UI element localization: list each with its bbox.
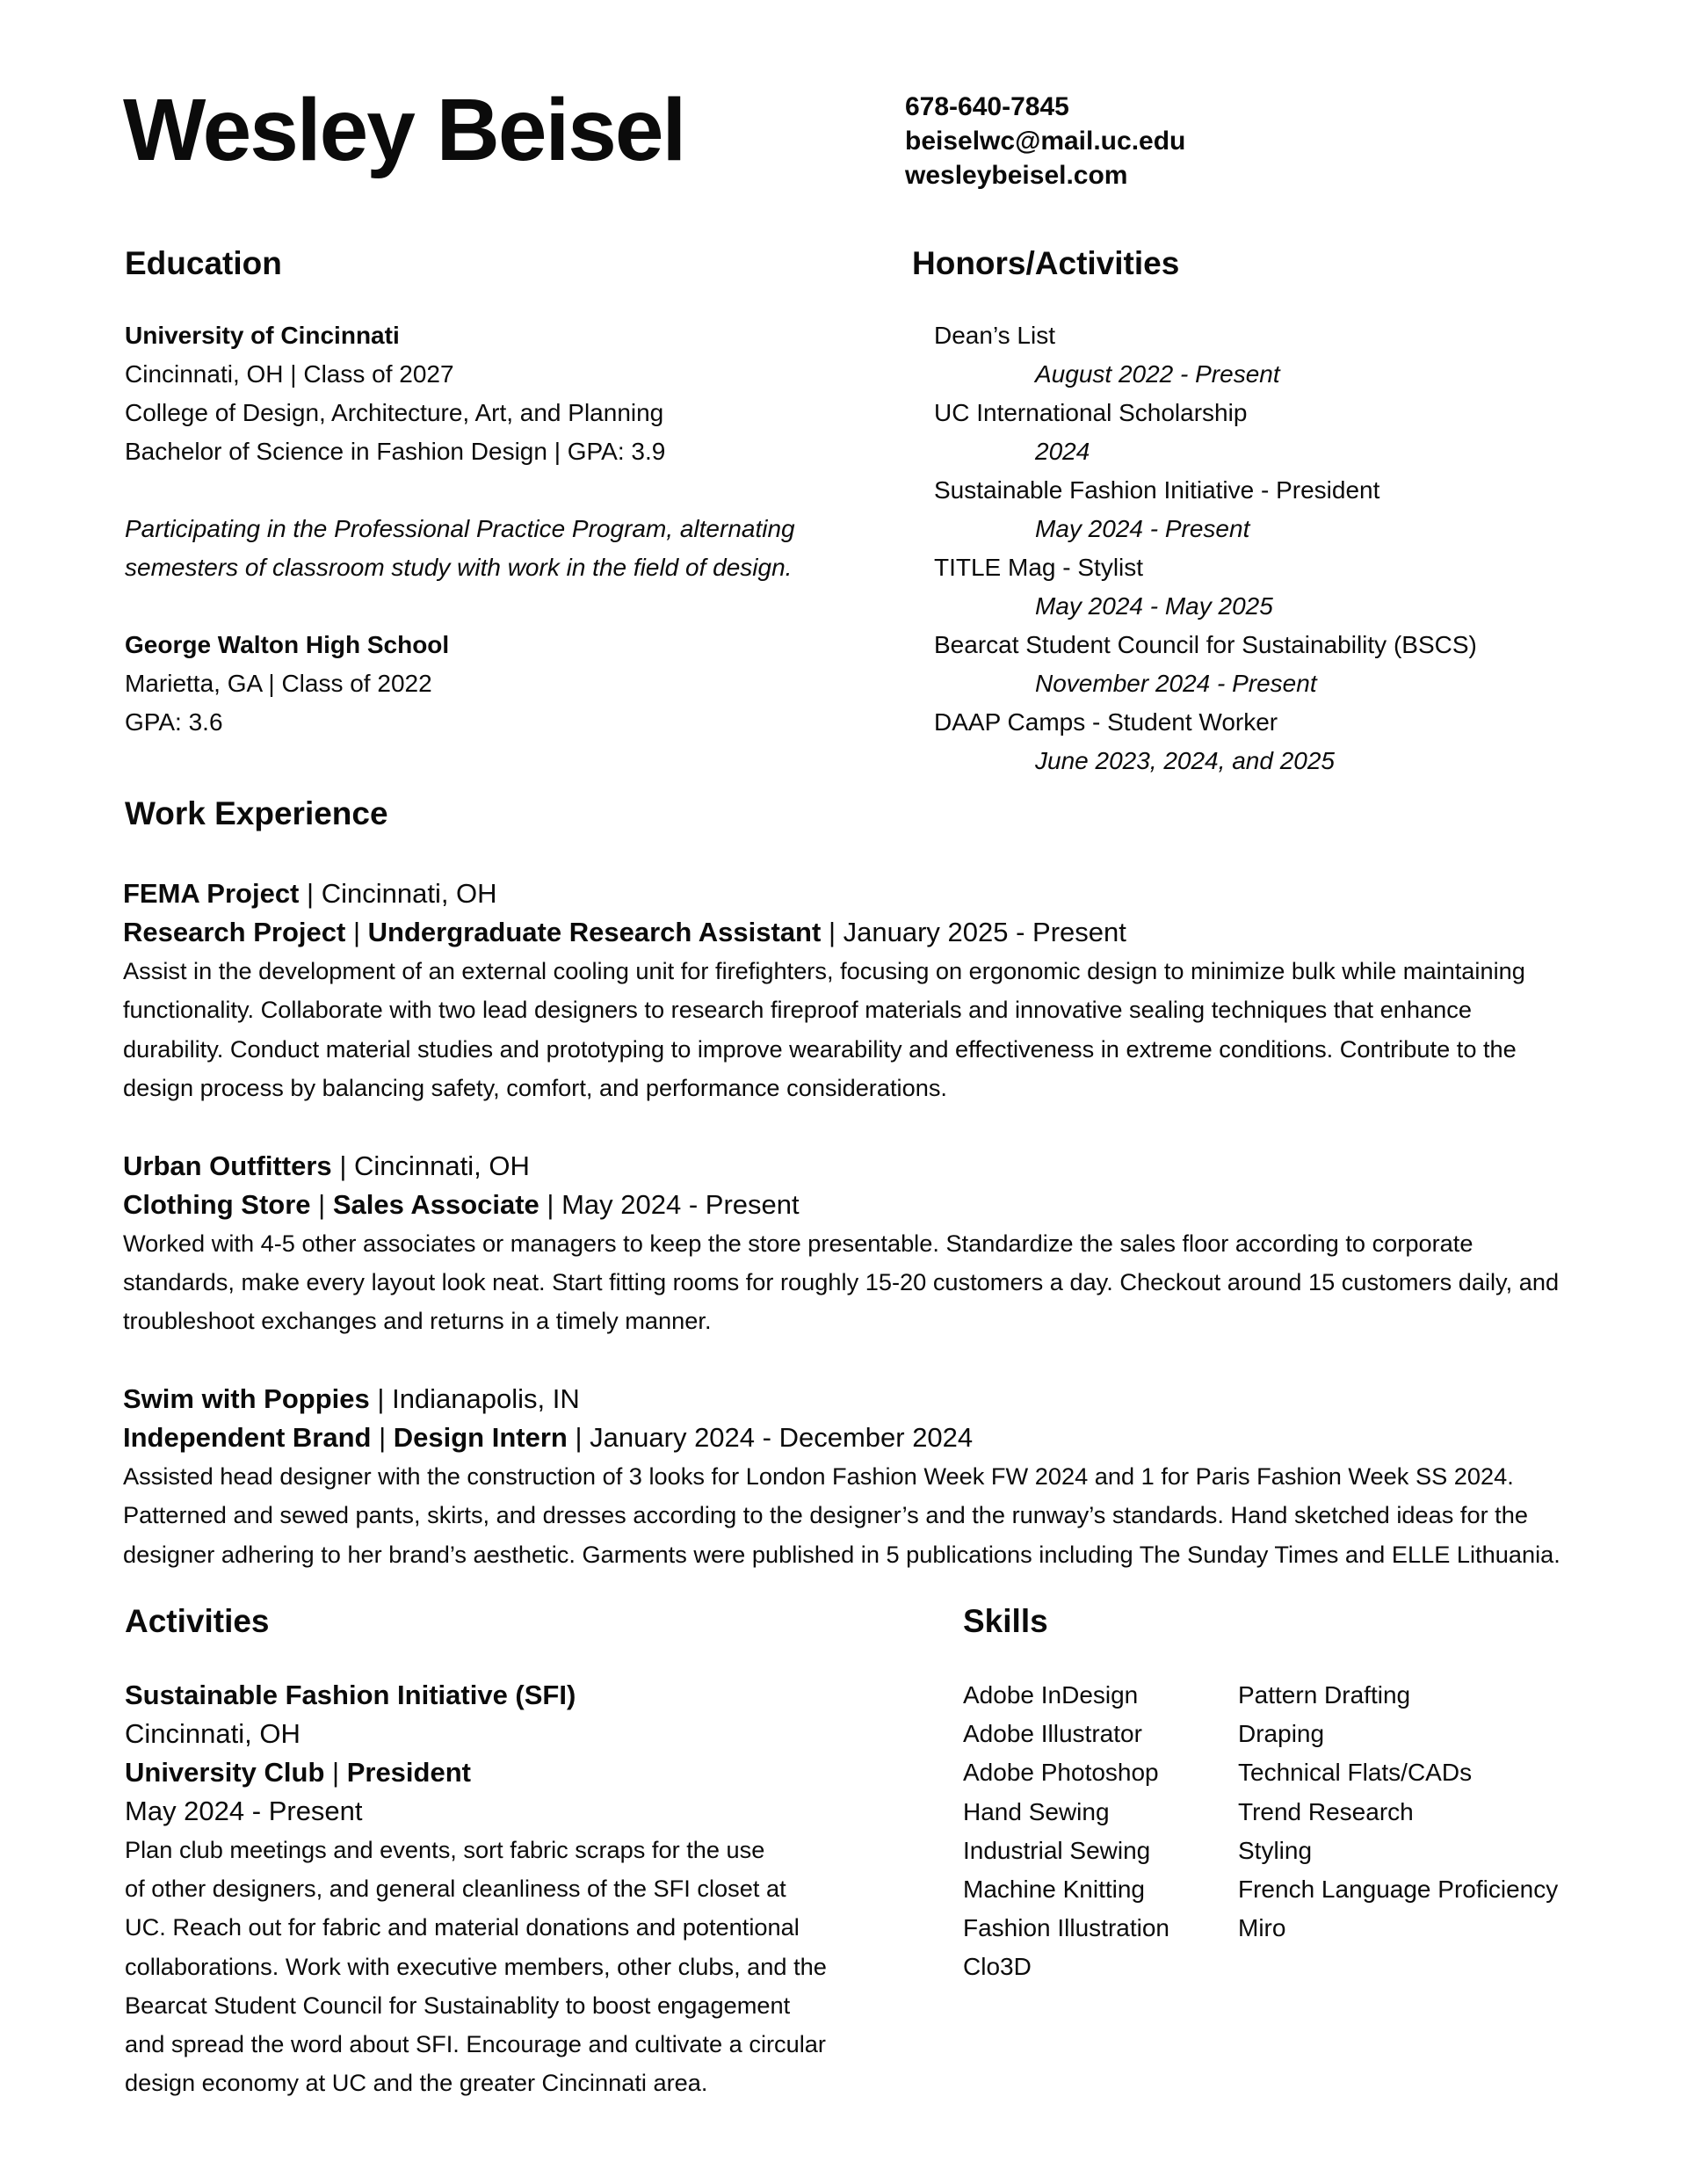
skill-item: Draping — [1238, 1720, 1325, 1748]
education-heading: Education — [125, 245, 282, 281]
activity-description-line: design economy at UC and the greater Cincinnati area. — [125, 2069, 708, 2097]
education-section — [125, 316, 898, 742]
honor-date: 2024 — [1035, 438, 1090, 465]
honor-date: May 2024 - Present — [1035, 515, 1250, 542]
skill-item: Styling — [1238, 1836, 1313, 1864]
job-description — [123, 1457, 1634, 1574]
activity-dates: May 2024 - Present — [125, 1796, 363, 1826]
job-description-line: Assisted head designer with the construction of 3 looks for London Fashion Week FW 2024 and 1 for Paris Fashion Week SS 2024. — [123, 1462, 1514, 1490]
school-location: Marietta, GA | Class of 2022 — [125, 670, 432, 697]
job-org: Swim with Poppies — [123, 1382, 370, 1414]
skill-item: Clo3D — [963, 1953, 1032, 1981]
separator: | — [377, 1382, 385, 1414]
skill-item: Technical Flats/CADs — [1238, 1759, 1473, 1787]
job-location: Cincinnati, OH — [354, 1150, 530, 1181]
activity-org: Sustainable Fashion Initiative (SFI) — [125, 1680, 576, 1710]
job-description-line: standards, make every layout look neat. Start fitting rooms for roughly 15-20 customers a day. Checkout around 15 customers daily, and — [123, 1268, 1560, 1296]
honor-title: TITLE Mag - Stylist — [934, 554, 1144, 581]
job-org-line — [123, 1380, 1634, 1419]
job-description — [123, 952, 1634, 1108]
skill-item: Hand Sewing — [963, 1797, 1110, 1825]
job-role-line — [123, 1419, 1634, 1457]
job-description-line: Worked with 4-5 other associates or managers to keep the store presentable. Standardize the sales floor according to corporate — [123, 1229, 1473, 1257]
job-role: Sales Associate — [332, 1188, 539, 1220]
school-gpa: GPA: 3.6 — [125, 708, 223, 736]
honor-date: November 2024 - Present — [1035, 670, 1317, 697]
activity-role: President — [346, 1757, 471, 1788]
honor-date: June 2023, 2024, and 2025 — [1035, 747, 1335, 774]
job-description-line: design process by balancing safety, comfort, and performance considerations. — [123, 1074, 947, 1102]
job-role-line — [123, 1186, 1634, 1224]
job-org-line — [123, 874, 1634, 913]
skill-item: Miro — [1238, 1914, 1286, 1942]
honor-title: Sustainable Fashion Initiative - President — [934, 476, 1380, 504]
work-heading: Work Experience — [125, 795, 388, 831]
separator: | — [352, 917, 360, 947]
skill-item: Adobe InDesign — [963, 1681, 1139, 1709]
job-role-line — [123, 913, 1634, 952]
job-description — [123, 1224, 1634, 1341]
candidate-name: Wesley Beisel — [123, 81, 685, 179]
honor-title: DAAP Camps - Student Worker — [934, 708, 1278, 736]
activity-description-line: collaborations. Work with executive members, other clubs, and the — [125, 1952, 827, 1980]
separator: | — [318, 1188, 326, 1220]
job-description-line: troubleshoot exchanges and returns in a timely manner. — [123, 1307, 712, 1335]
skill-item: Adobe Photoshop — [963, 1759, 1159, 1787]
job-location: Indianapolis, IN — [392, 1382, 580, 1414]
school-degree: Bachelor of Science in Fashion Design | GPA: 3.9 — [125, 438, 666, 465]
skill-item: Industrial Sewing — [963, 1836, 1151, 1864]
school-name: George Walton High School — [125, 631, 450, 658]
honor-date: May 2024 - May 2025 — [1035, 592, 1273, 620]
separator: | — [332, 1757, 340, 1788]
job-location: Cincinnati, OH — [321, 878, 497, 909]
honors-section — [934, 316, 1602, 780]
activity-location: Cincinnati, OH — [125, 1718, 300, 1749]
job-description-line: durability. Conduct material studies and prototyping to improve wearability and effectiveness in extreme conditions. Contribute to the — [123, 1034, 1517, 1063]
phone-number: 678-640-7845 — [905, 92, 1069, 121]
job-description-line: Patterned and sewed pants, skirts, and dresses according to the designer’s and the runway’s standards. Hand sketched ideas for the — [123, 1501, 1528, 1529]
program-note: semesters of classroom study with work in the field of design. — [125, 554, 793, 581]
activity-description-line: of other designers, and general cleanliness of the SFI closet at — [125, 1875, 786, 1903]
contact-block — [905, 90, 1185, 192]
activity-role-line — [125, 1753, 898, 1792]
activity-description-line: and spread the word about SFI. Encourage and cultivate a circular — [125, 2030, 826, 2058]
job-org: FEMA Project — [123, 878, 300, 909]
activity-description-line: Bearcat Student Council for Sustainablity to boost engagement — [125, 1991, 791, 2019]
job-type: Independent Brand — [123, 1421, 372, 1453]
email-address: beiselwc@mail.uc.edu — [905, 127, 1186, 156]
job-description-line: designer adhering to her brand’s aesthetic. Garments were published in 5 publications including The Sunday Times and ELLE Lithuania. — [123, 1540, 1560, 1568]
skill-item: Pattern Drafting — [1238, 1681, 1411, 1709]
program-note: Participating in the Professional Practice Program, alternating — [125, 515, 795, 542]
honor-date: August 2022 - Present — [1035, 360, 1280, 388]
separator: | — [307, 878, 315, 909]
job-description-line: functionality. Collaborate with two lead designers to research fireproof materials and innovative sealing techniques that enhance — [123, 996, 1472, 1024]
skill-item: Trend Research — [1238, 1797, 1414, 1825]
activities-section — [125, 1676, 898, 2102]
activities-heading: Activities — [125, 1603, 270, 1639]
job-description-line: Assist in the development of an external cooling unit for firefighters, focusing on ergonomic design to minimize bulk while maintaining — [123, 957, 1525, 984]
job-role: Undergraduate Research Assistant — [367, 917, 822, 947]
honor-title: Dean’s List — [934, 322, 1056, 349]
activity-description-line: UC. Reach out for fabric and material donations and potentional — [125, 1913, 800, 1941]
work-section — [123, 874, 1634, 1574]
job-org-line — [123, 1147, 1634, 1186]
activity-description-line: Plan club meetings and events, sort fabric scraps for the use — [125, 1836, 765, 1863]
skill-item: Adobe Illustrator — [963, 1720, 1142, 1748]
skill-item: French Language Proficiency — [1238, 1876, 1559, 1904]
separator: | — [339, 1150, 347, 1181]
job-org: Urban Outfitters — [123, 1150, 332, 1181]
honors-heading: Honors/Activities — [912, 245, 1180, 281]
separator: | — [575, 1421, 583, 1453]
activity-description — [125, 1831, 898, 2102]
separator: | — [379, 1421, 387, 1453]
school-college: College of Design, Architecture, Art, and Planning — [125, 399, 664, 426]
job-dates: January 2025 - Present — [843, 917, 1126, 947]
skill-item: Machine Knitting — [963, 1876, 1146, 1904]
job-type: Research Project — [123, 917, 346, 947]
job-role: Design Intern — [393, 1421, 568, 1453]
activity-type: University Club — [125, 1757, 325, 1788]
skills-column-1 — [963, 1676, 1169, 1987]
job-type: Clothing Store — [123, 1188, 311, 1220]
honor-title: UC International Scholarship — [934, 399, 1248, 426]
school-location: Cincinnati, OH | Class of 2027 — [125, 360, 454, 388]
job-dates: May 2024 - Present — [561, 1188, 800, 1220]
skill-item: Fashion Illustration — [963, 1914, 1170, 1942]
separator: | — [547, 1188, 554, 1220]
skills-heading: Skills — [963, 1603, 1048, 1639]
separator: | — [828, 917, 836, 947]
skills-column-2 — [1238, 1676, 1558, 1948]
honor-title: Bearcat Student Council for Sustainability (BSCS) — [934, 631, 1477, 658]
school-name: University of Cincinnati — [125, 322, 400, 349]
website-url: wesleybeisel.com — [905, 161, 1128, 190]
job-dates: January 2024 - December 2024 — [590, 1421, 974, 1453]
